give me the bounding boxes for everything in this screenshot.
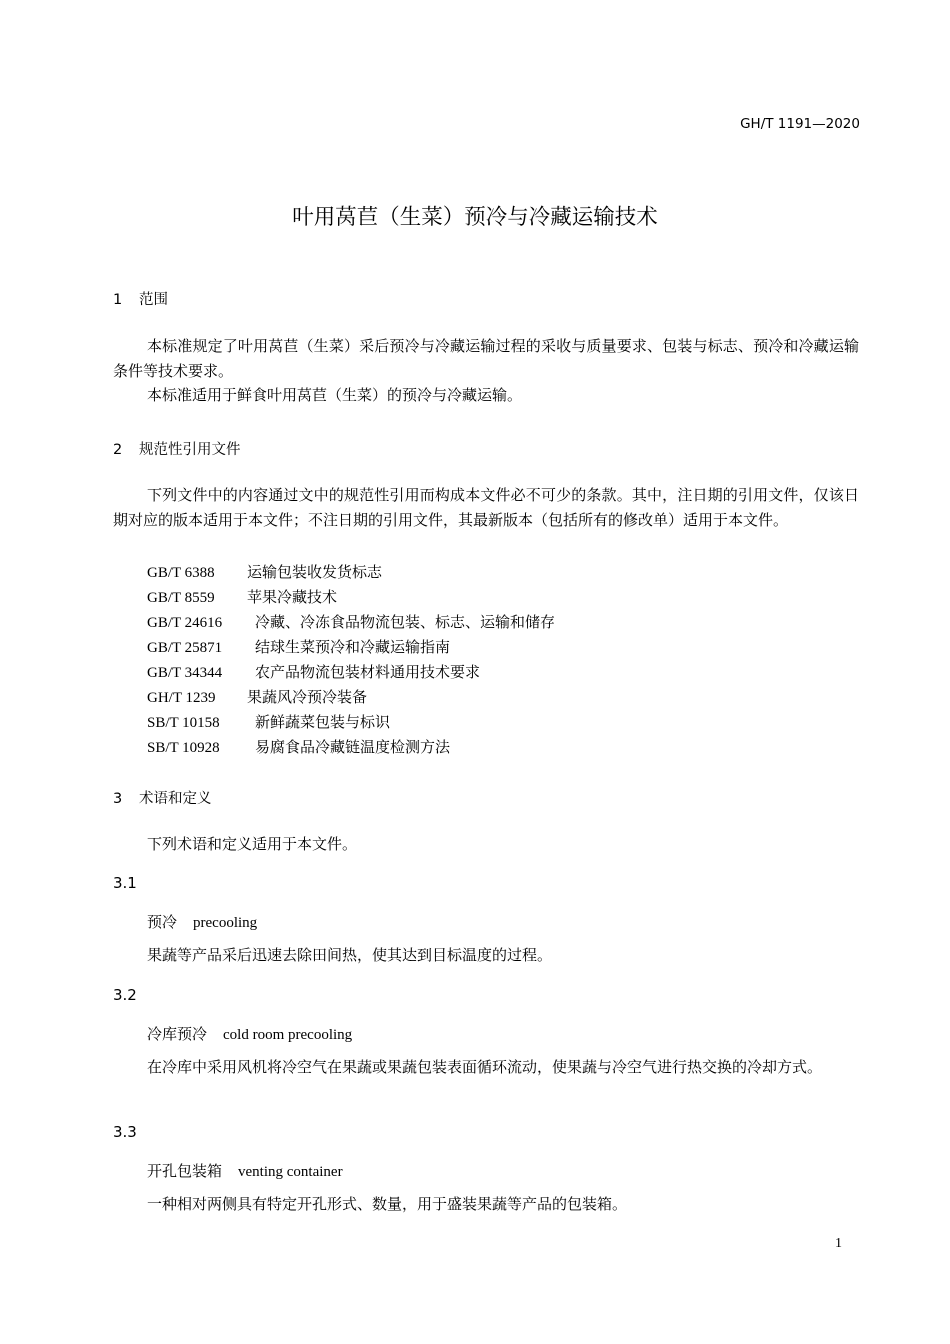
section-number: 3 xyxy=(113,791,123,807)
section-2-heading xyxy=(113,438,241,459)
term-number: 3.1 xyxy=(113,874,137,892)
reference-code: GH/T 1239 xyxy=(147,690,216,706)
reference-code: GB/T 24616 xyxy=(147,615,223,631)
reference-item xyxy=(147,661,480,682)
term-heading xyxy=(147,911,257,932)
term-heading xyxy=(147,1160,343,1181)
section-3-intro: 下列术语和定义适用于本文件。 xyxy=(147,837,358,853)
section-title: 范围 xyxy=(139,292,168,308)
document-title: 叶用莴苣（生菜）预冷与冷藏运输技术 xyxy=(292,205,658,230)
reference-code: GB/T 34344 xyxy=(147,665,223,681)
reference-item xyxy=(147,611,555,632)
reference-item xyxy=(147,561,382,582)
term-heading xyxy=(147,1023,352,1044)
section-1-heading xyxy=(113,288,168,309)
reference-title: 果蔬风冷预冷装备 xyxy=(247,690,368,706)
section-1-paragraph-1: 本标准规定了叶用莴苣（生菜）采后预冷与冷藏运输过程的采收与质量要求、包装与标志、预冷和冷藏运输条件等技术要求。 xyxy=(113,339,859,380)
page-number: 1 xyxy=(835,1236,842,1251)
reference-title: 运输包装收发货标志 xyxy=(247,565,383,581)
term-english: cold room precooling xyxy=(223,1027,353,1043)
section-3-heading xyxy=(113,787,212,808)
section-1-paragraph-2: 本标准适用于鲜食叶用莴苣（生菜）的预冷与冷藏运输。 xyxy=(147,388,523,404)
term-chinese: 开孔包装箱 xyxy=(147,1162,223,1180)
term-definition: 一种相对两侧具有特定开孔形式、数量，用于盛装果蔬等产品的包装箱。 xyxy=(147,1197,628,1213)
reference-title: 冷藏、冷冻食品物流包装、标志、运输和储存 xyxy=(255,615,556,631)
term-number: 3.2 xyxy=(113,986,137,1004)
term-english: precooling xyxy=(193,915,258,931)
term-number: 3.3 xyxy=(113,1123,137,1141)
term-english: venting container xyxy=(238,1164,343,1180)
reference-code: GB/T 8559 xyxy=(147,590,215,606)
reference-code: GB/T 25871 xyxy=(147,640,223,656)
document-code: GH/T 1191—2020 xyxy=(740,116,860,132)
section-number: 1 xyxy=(113,292,123,308)
reference-item xyxy=(147,586,337,607)
reference-code: GB/T 6388 xyxy=(147,565,215,581)
section-title: 术语和定义 xyxy=(139,791,212,807)
term-chinese: 冷库预冷 xyxy=(147,1025,208,1043)
reference-title: 新鲜蔬菜包装与标识 xyxy=(255,715,391,731)
reference-code: SB/T 10928 xyxy=(147,740,220,756)
section-2-intro: 下列文件中的内容通过文中的规范性引用而构成本文件必不可少的条款。其中，注日期的引用文件，仅该日期对应的版本适用于本文件；不注日期的引用文件，其最新版本（包括所有的修改单）适用于本文件。 xyxy=(113,488,859,529)
reference-title: 结球生菜预冷和冷藏运输指南 xyxy=(255,640,451,656)
reference-title: 易腐食品冷藏链温度检测方法 xyxy=(255,740,451,756)
reference-code: SB/T 10158 xyxy=(147,715,220,731)
reference-item xyxy=(147,711,390,732)
reference-item xyxy=(147,686,367,707)
reference-title: 农产品物流包装材料通用技术要求 xyxy=(255,665,481,681)
term-chinese: 预冷 xyxy=(147,913,178,931)
term-definition: 在冷库中采用风机将冷空气在果蔬或果蔬包装表面循环流动，使果蔬与冷空气进行热交换的冷却方式。 xyxy=(147,1060,823,1076)
reference-item xyxy=(147,636,450,657)
reference-item xyxy=(147,736,450,757)
term-definition: 果蔬等产品采后迅速去除田间热，使其达到目标温度的过程。 xyxy=(147,948,553,964)
reference-title: 苹果冷藏技术 xyxy=(247,590,338,606)
section-title: 规范性引用文件 xyxy=(139,442,241,458)
section-number: 2 xyxy=(113,442,123,458)
